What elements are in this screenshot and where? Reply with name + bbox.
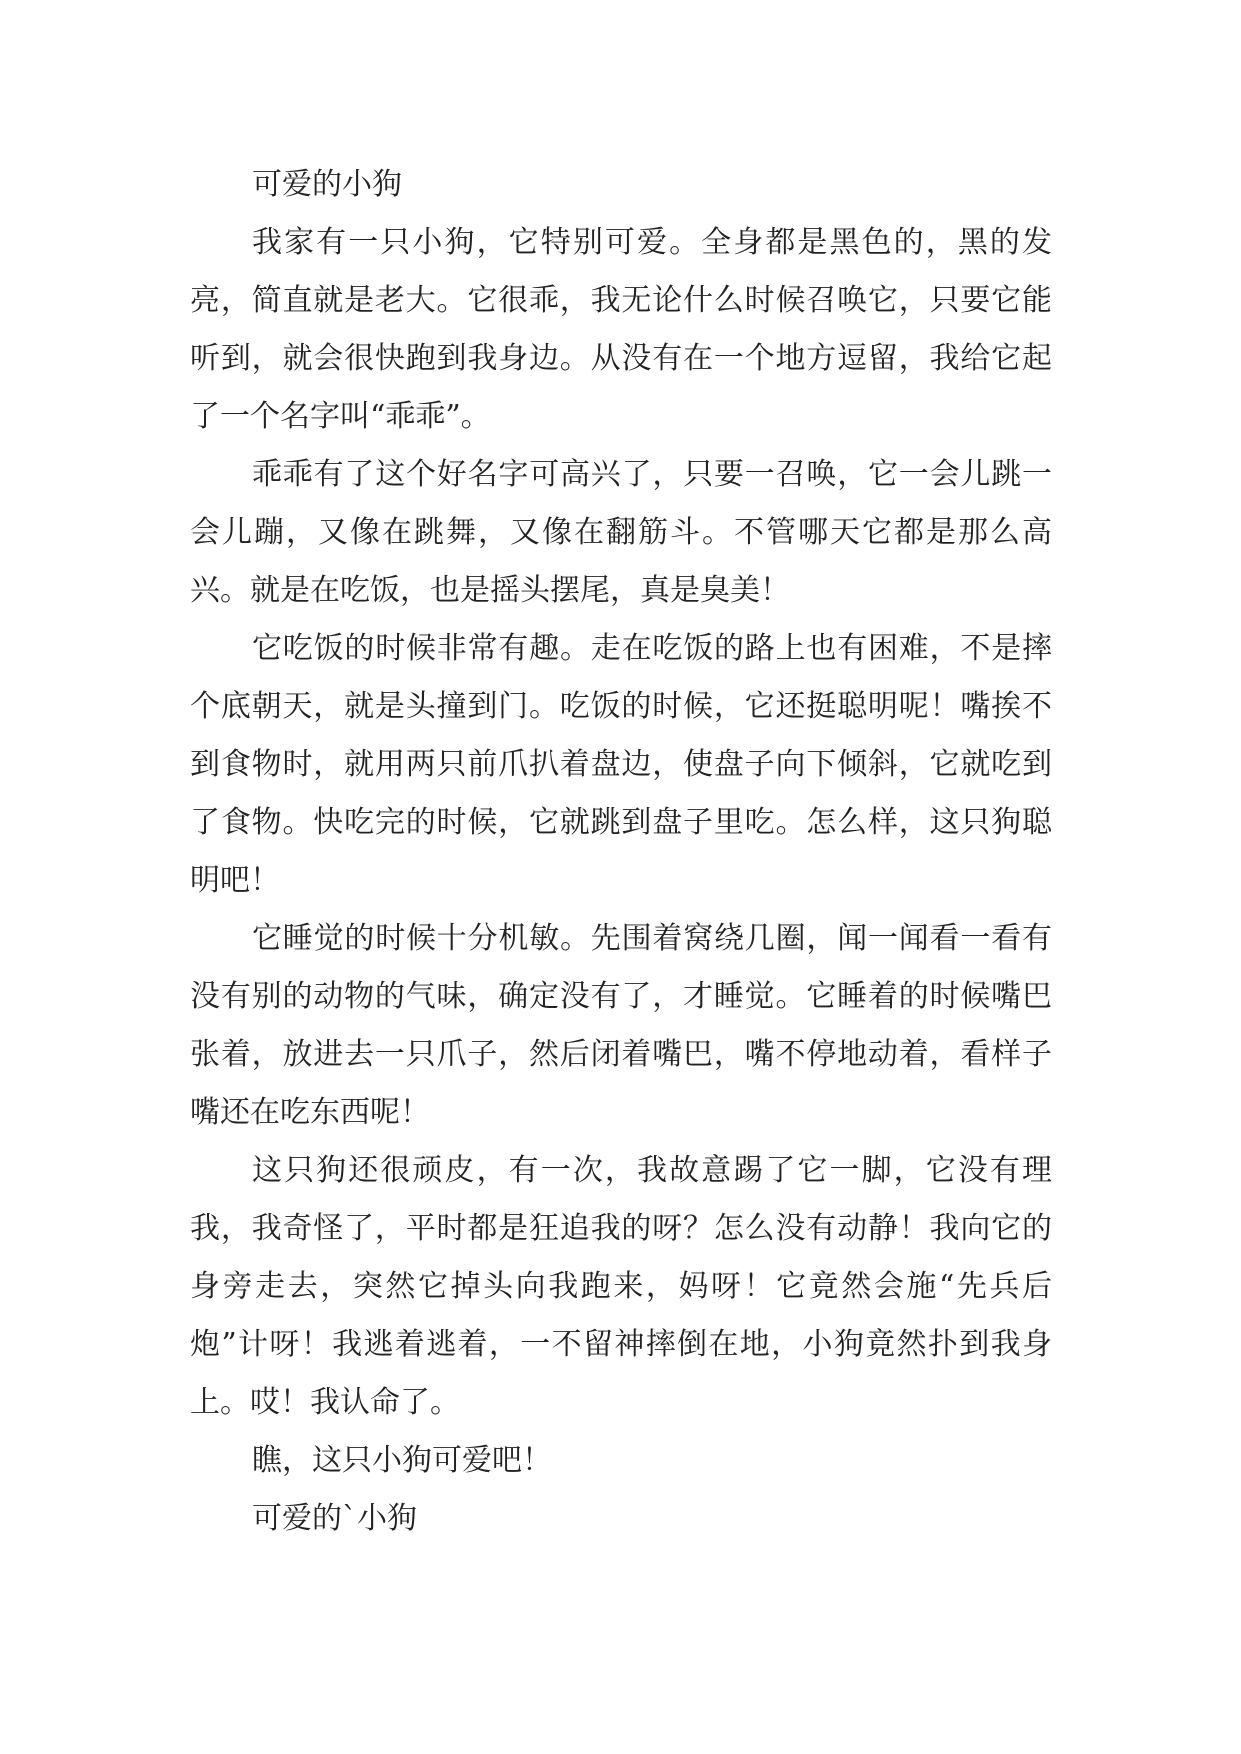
document-footer-title: 可爱的`小狗 [252,1501,417,1536]
document-title: 可爱的小狗 [252,167,402,202]
document-page [190,156,1052,1548]
paragraph-6: 瞧，这只小狗可爱吧！ [252,1443,552,1478]
paragraph-4: 它睡觉的时候十分机敏。先围着窝绕几圈，闻一闻看一看有没有别的动物的气味，确定没有了，才睡觉。它睡着的时候嘴巴张着，放进去一只爪子，然后闭着嘴巴，嘴不停地动着，看样子嘴还在吃东西呢！ [190,921,1052,1130]
paragraph-2: 乖乖有了这个好名字可高兴了，只要一召唤，它一会儿跳一会儿蹦，又像在跳舞，又像在翻筋斗。不管哪天它都是那么高兴。就是在吃饭，也是摇头摆尾，真是臭美！ [190,457,1052,608]
paragraph-5: 这只狗还很顽皮，有一次，我故意踢了它一脚，它没有理我，我奇怪了，平时都是狂追我的呀？怎么没有动静！我向它的身旁走去，突然它掉头向我跑来，妈呀！它竟然会施“先兵后炮”计呀！我逃着逃着，一不留神摔倒在地，小狗竟然扑到我身上。哎！我认命了。 [190,1153,1052,1420]
paragraph-1: 我家有一只小狗，它特别可爱。全身都是黑色的，黑的发亮，简直就是老大。它很乖，我无论什么时候召唤它，只要它能听到，就会很快跑到我身边。从没有在一个地方逗留，我给它起了一个名字叫“乖乖”。 [190,225,1052,434]
paragraph-3: 它吃饭的时候非常有趣。走在吃饭的路上也有困难，不是摔个底朝天，就是头撞到门。吃饭的时候，它还挺聪明呢！嘴挨不到食物时，就用两只前爪扒着盘边，使盘子向下倾斜，它就吃到了食物。快吃完的时候，它就跳到盘子里吃。怎么样，这只狗聪明吧！ [190,631,1052,898]
